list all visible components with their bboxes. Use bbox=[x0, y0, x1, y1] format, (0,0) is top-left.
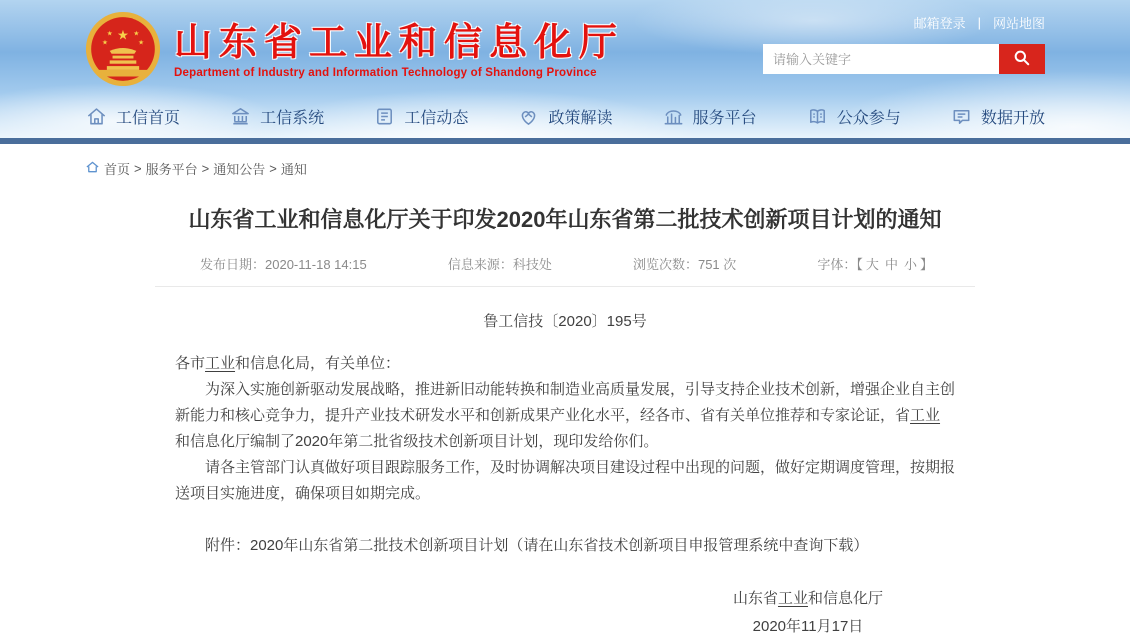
nav-item-label: 数据开放 bbox=[980, 109, 1045, 127]
search-box bbox=[763, 44, 1045, 74]
book-icon bbox=[806, 105, 829, 128]
font-size-control: 字体：【 大 中 小 】 bbox=[817, 257, 933, 273]
document-number: 鲁工信技〔2020〕195号 bbox=[483, 313, 647, 331]
search-icon bbox=[1012, 48, 1032, 71]
breadcrumb-separator: > bbox=[201, 161, 210, 176]
nav-item-services[interactable] bbox=[662, 105, 757, 128]
svg-text:★: ★ bbox=[133, 30, 140, 38]
signature-block bbox=[733, 585, 883, 639]
breadcrumb-home-icon bbox=[85, 160, 100, 177]
article bbox=[175, 203, 955, 639]
nav-item-label: 服务平台 bbox=[692, 109, 757, 127]
main-nav bbox=[85, 94, 1045, 138]
site-title: 山东省工业和信息化厅 bbox=[174, 21, 625, 64]
breadcrumb-separator: > bbox=[269, 161, 277, 176]
handshake-icon bbox=[517, 105, 540, 128]
breadcrumb-link-home[interactable]: 首页 bbox=[104, 162, 131, 177]
article-meta bbox=[175, 254, 955, 273]
site-header bbox=[0, 0, 1130, 138]
nav-item-label: 工信系统 bbox=[260, 109, 325, 127]
email-login-link[interactable]: 邮箱登录 bbox=[913, 16, 966, 31]
signature-date: 2020年11月17日 bbox=[752, 618, 864, 636]
chart-icon bbox=[662, 105, 685, 128]
nav-item-label: 工信动态 bbox=[404, 109, 469, 127]
national-emblem-icon bbox=[85, 11, 161, 92]
info-source: 信息来源：科技处 bbox=[447, 257, 552, 273]
breadcrumb-link-notice[interactable]: 通知 bbox=[280, 162, 307, 177]
view-count: 浏览次数：751 次 bbox=[632, 257, 737, 273]
paragraph-1: 为深入实施创新驱动发展战略，推进新旧动能转换和制造业高质量发展，引导支持企业技术创新，增强企业自主创新能力和核心竞争力，提升产业技术研发水平和创新成果产业化水平，经各市、省有关单位推荐和专家论证，省工业和信息化厅编制了2020年第二批省级技术创新项目计划，现印发给你们。 bbox=[175, 381, 956, 451]
article-body bbox=[175, 309, 955, 639]
breadcrumb-link-notices[interactable]: 通知公告 bbox=[213, 162, 266, 177]
site-logo-link[interactable] bbox=[85, 8, 624, 94]
top-links bbox=[914, 13, 1045, 32]
main-content bbox=[0, 144, 1130, 639]
meta-divider bbox=[155, 286, 975, 287]
publish-date: 发布日期：2020-11-18 14:15 bbox=[200, 257, 367, 273]
breadcrumb-link-services[interactable]: 服务平台 bbox=[145, 162, 198, 177]
nav-item-participation[interactable] bbox=[806, 105, 901, 128]
paragraph-2: 请各主管部门认真做好项目跟踪服务工作，及时协调解决项目建设过程中出现的问题，做好定期调度管理，按期报送项目实施进度，确保项目如期完成。 bbox=[175, 459, 956, 503]
breadcrumb-separator: > bbox=[134, 161, 142, 176]
news-icon bbox=[373, 105, 396, 128]
font-size-small-button[interactable]: 小 bbox=[903, 257, 917, 273]
chat-icon bbox=[950, 105, 973, 128]
nav-item-open-data[interactable] bbox=[950, 105, 1045, 128]
attachment-line: 附件：2020年山东省第二批技术创新项目计划（请在山东省技术创新项目申报管理系统中查询下载） bbox=[205, 537, 869, 555]
home-icon bbox=[85, 105, 108, 128]
nav-item-label: 政策解读 bbox=[548, 109, 613, 127]
top-links-divider: | bbox=[977, 15, 981, 30]
nav-item-home[interactable] bbox=[85, 105, 180, 128]
nav-item-policy[interactable] bbox=[517, 105, 612, 128]
search-input[interactable] bbox=[763, 44, 999, 74]
page-title: 山东省工业和信息化厅关于印发2020年山东省第二批技术创新项目计划的通知 bbox=[188, 207, 942, 232]
nav-item-label: 工信首页 bbox=[116, 109, 181, 127]
search-button[interactable] bbox=[999, 44, 1045, 74]
site-map-link[interactable]: 网站地图 bbox=[992, 16, 1045, 31]
svg-text:★: ★ bbox=[138, 38, 145, 46]
breadcrumb bbox=[85, 144, 1045, 178]
signature-org: 山东省工业和信息化厅 bbox=[732, 590, 883, 608]
nav-item-news[interactable] bbox=[373, 105, 468, 128]
svg-text:★: ★ bbox=[101, 38, 108, 46]
svg-text:★: ★ bbox=[106, 30, 113, 38]
nav-item-system[interactable] bbox=[229, 105, 324, 128]
salutation: 各市工业和信息化局，有关单位： bbox=[175, 355, 401, 373]
nav-item-label: 公众参与 bbox=[836, 109, 901, 127]
font-size-medium-button[interactable]: 中 bbox=[884, 257, 898, 273]
site-subtitle: Department of Industry and Information Technology of Shandong Province bbox=[174, 67, 597, 80]
svg-text:★: ★ bbox=[117, 27, 129, 42]
font-size-large-button[interactable]: 大 bbox=[865, 257, 879, 273]
bank-icon bbox=[229, 105, 252, 128]
